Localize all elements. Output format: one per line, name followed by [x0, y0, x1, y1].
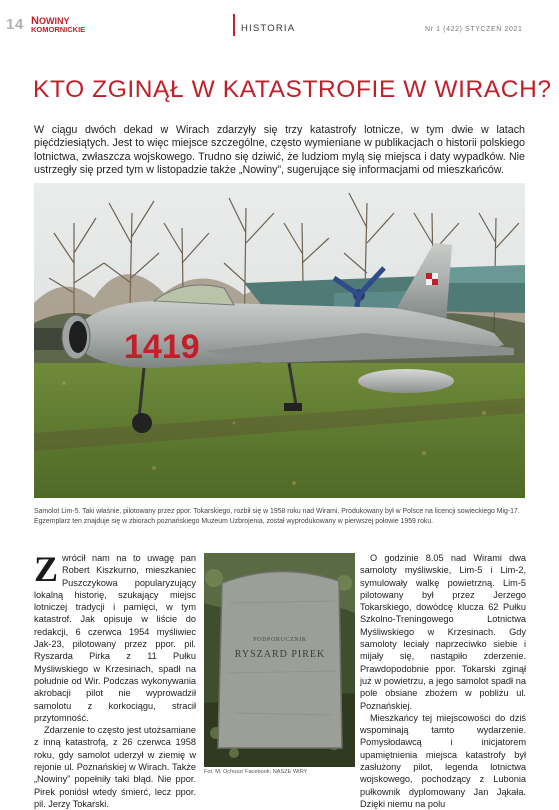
article-title: KTO ZGINĄŁ W KATASTROFIE W WIRACH?	[33, 76, 552, 103]
publication-logo	[31, 15, 91, 35]
article-lead: W ciągu dwóch dekad w Wirach zdarzyły się trzy katastrofy lotnicze, w tym dwie w latach pięćdziesiątych. Jest to więc miejsce szczególne, często wymieniane w publikacjach o historii polskiego lotnictwa, zwłaszcza wojskowego. Trudno się dziwić, że ludziom mylą się miejsca i daty wypadków. Nie ustrzegły się przed tym w listopadzie także „Nowiny”, sugerujące się informacjami od mieszkańców.	[34, 124, 525, 177]
photo-caption: Samolot Lim-5. Taki właśnie, pilotowany przez ppor. Tokarskiego, rozbił się w 1958 roku nad Wirami. Produkowany był w Polsce na licencji sowieckiego Mig-17. Egzemplarz ten znajduje się w zbiorach poznańskiego Muzeum Uzbrojenia, został wyprodukowany w pierwszej połowie 1959 roku.	[34, 508, 520, 525]
aircraft-number: 1419	[124, 328, 200, 366]
page-number: 14	[6, 16, 24, 33]
paragraph: Zdarzenie to często jest utożsamiane z inną katastrofą, z 26 czerwca 1958 roku, gdy samolot uderzył w ziemię w rejonie ul. Poznańskiej w Wirach. Także „Nowiny” popełniły taki błąd. Nie ppor. Pirek poniósł wtedy śmierć, lecz ppor. pil. Jerzy Tokarski.	[34, 725, 196, 809]
issue-info: Nr 1 (422) STYCZEŃ 2021	[425, 26, 523, 33]
aircraft-photo	[34, 183, 525, 498]
logo-word-2: KOMORNICKIE	[31, 25, 86, 34]
paragraph: Mieszkańcy tej miejscowości do dziś wspominają tamto wydarzenie. Pomysłodawcą i inicjatorem upamiętnienia miejsca katastrofy był zasłużony pilot, legenda lotnictwa wojskowego, pochodzący z Lubonia pułkownik dyplomowany Jan Jąkała. Dzięki niemu na polu	[360, 712, 526, 809]
section-label: HISTORIA	[241, 23, 296, 34]
photo-credit: Fot. M. Ochosz/ Facebook: NASZE WIRY	[204, 769, 308, 775]
plaque-line-2: RYSZARD PIREK	[234, 649, 326, 660]
section-divider	[233, 14, 235, 36]
memorial-photo	[204, 553, 355, 767]
plaque-line-1: PODPORUCZNIK	[253, 637, 307, 643]
paragraph: wrócił nam na to uwagę pan Robert Kiszkurno, mieszkaniec Puszczykowa popularyzujący lokalną historię, szukający miejsc lotniczej tradycji i pamięci, w tym katastrof. Jak opisuje w liście do redakcji, 6 czerwca 1954 myśliwiec Jak-23, pilotowany przez ppor. pil. Ryszarda Pirka z 11 Pułku Myśliwskiego w Krzesinach, spadł na południe od Wir. Podczas wykonywania akrobacji pilot nie wyprowadził samolotu z korkociągu, stracił przytomność.	[34, 553, 196, 723]
paragraph: O godzinie 8.05 nad Wirami dwa samoloty myśliwskie, Lim-5 i Lim-2, symulowały walkę powietrzną. Lim-5 pilotowany był przez Jerzego Tokarskiego, dowódcę klucza 62 Pułku Szkolno-Treningowego Lotnictwa Myśliwskiego w Krzesinach. Gdy samoloty leciały naprzeciwko siebie i mijały się, nastąpiło zderzenie. Prawdopodobnie ppor. Tokarski zginął już w powietrzu, a jego samolot spadł na pole obsiane zbożem w pobliżu ul. Poznańskiej.	[360, 553, 526, 711]
article-column-3	[360, 552, 526, 810]
logo-word-1: OWINY	[38, 16, 70, 26]
drop-cap: Z	[34, 549, 59, 589]
article-column-1	[34, 549, 196, 810]
logo-initial: N	[31, 15, 39, 27]
